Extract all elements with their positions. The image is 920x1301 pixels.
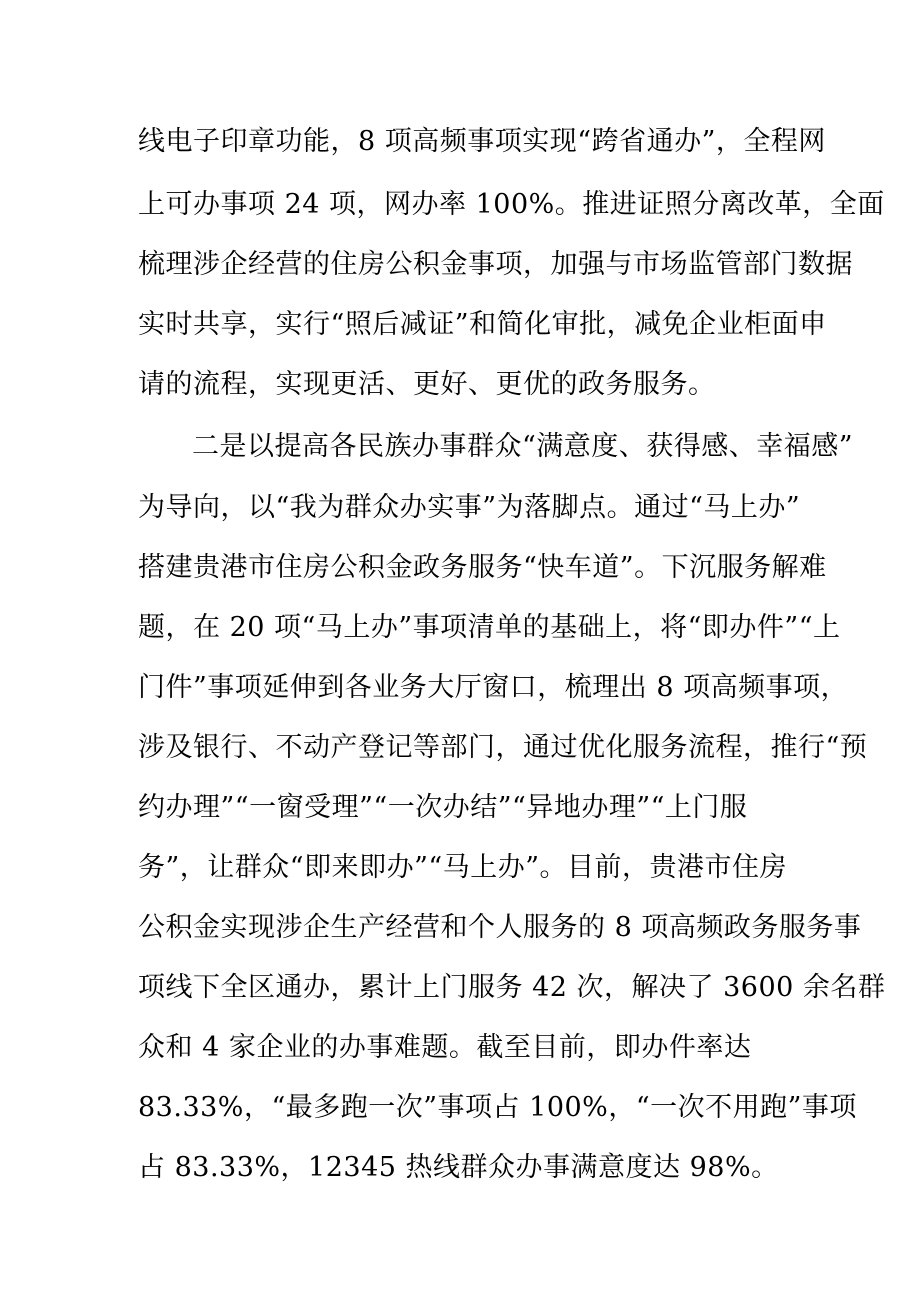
text-line: 线电子印章功能，8 项高频事项实现“跨省通办”，全程网 xyxy=(138,126,826,157)
text-line: 门件”事项延伸到各业务大厅窗口，梳理出 8 项高频事项， xyxy=(138,672,849,703)
text-line: 83.33%，“最多跑一次”事项占 100%，“一次不用跑”事项 xyxy=(138,1092,857,1123)
text-line: 涉及银行、不动产登记等部门，通过优化服务流程，推行“预 xyxy=(138,732,868,763)
text-line: 二是以提高各民族办事群众“满意度、获得感、幸福感” xyxy=(192,431,854,462)
text-line: 公积金实现涉企生产经营和个人服务的 8 项高频政务服务事 xyxy=(138,912,862,943)
text-line: 题，在 20 项“马上办”事项清单的基础上，将“即办件”“上 xyxy=(138,612,841,643)
text-line: 梳理涉企经营的住房公积金事项，加强与市场监管部门数据 xyxy=(138,249,853,280)
text-line: 请的流程，实现更活、更好、更优的政务服务。 xyxy=(138,369,716,400)
text-line: 占 83.33%，12345 热线群众办事满意度达 98%。 xyxy=(138,1152,779,1183)
text-line: 实时共享，实行“照后减证”和简化审批，减免企业柜面申 xyxy=(138,309,827,340)
text-line: 众和 4 家企业的办事难题。截至目前，即办件率达 xyxy=(138,1032,752,1063)
text-line: 搭建贵港市住房公积金政务服务“快车道”。下沉服务解难 xyxy=(138,552,827,583)
text-line: 项线下全区通办，累计上门服务 42 次，解决了 3600 余名群 xyxy=(138,972,886,1003)
text-line: 务”，让群众“即来即办”“马上办”。目前，贵港市住房 xyxy=(138,852,788,883)
text-line: 约办理”“一窗受理”“一次办结”“异地办理”“上门服 xyxy=(138,792,748,823)
text-line: 为导向，以“我为群众办实事”为落脚点。通过“马上办” xyxy=(138,492,801,523)
text-line: 上可办事项 24 项，网办率 100%。推进证照分离改革，全面 xyxy=(138,189,885,220)
